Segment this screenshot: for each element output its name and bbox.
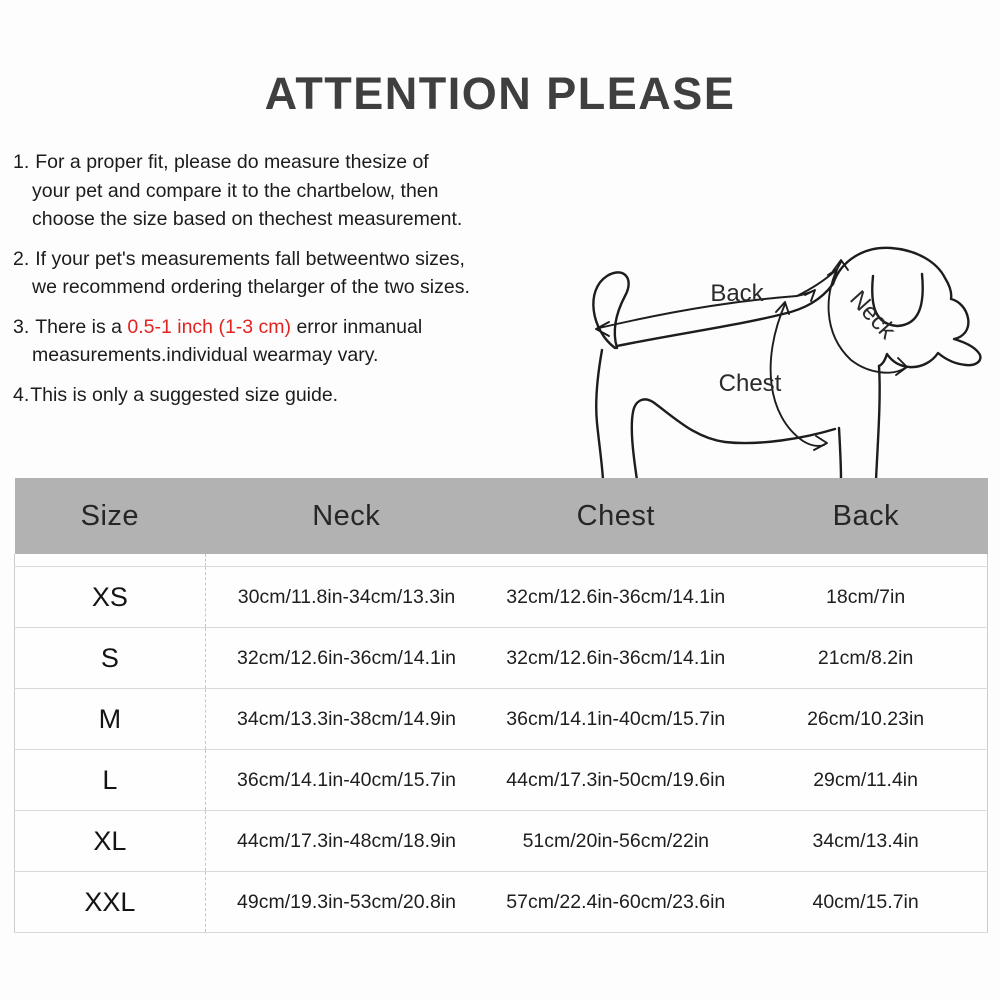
note-number: 2. [13,247,30,270]
cell-chest: 57cm/22.4in-60cm/23.6in [487,872,744,933]
cell-neck: 49cm/19.3in-53cm/20.8in [205,872,487,933]
cell-back: 34cm/13.4in [744,811,987,872]
spacer-cell [744,554,987,567]
spacer-cell [205,554,487,567]
dog-rear-leg-line [596,350,603,480]
spacer-cell [487,554,744,567]
note-text: This is only a suggested size guide. [30,383,339,406]
note-number: 3. [13,315,30,338]
table-row-m [15,689,988,750]
cell-size: XL [15,811,206,872]
note-line: choose the size based on thechest measurement. [32,208,463,230]
cell-size: L [15,750,206,811]
dog-belly-line [632,399,835,480]
neck-label: Neck [844,285,901,345]
note-line [13,313,503,342]
chest-label: Chest [718,370,782,397]
cell-size: M [15,689,206,750]
table-row-xl [15,811,988,872]
note-line [13,245,503,274]
note-text: If your pet's measurements fall betweentwo sizes, [35,247,465,270]
note-text: error inmanual [291,315,423,338]
back-label: Back [710,280,764,307]
notes-list [13,148,503,420]
cell-back: 40cm/15.7in [744,872,987,933]
note-line: measurements.individual wearmay vary. [32,344,379,366]
note-item-3 [13,313,503,370]
cell-chest: 32cm/12.6in-36cm/14.1in [487,567,744,628]
arrowhead-icon [814,436,827,450]
table-header-row [15,478,988,554]
error-range-highlight: 0.5-1 inch (1-3 cm) [127,315,292,338]
note-line [13,381,503,410]
cell-size: XS [15,567,206,628]
header-cell-back: Back [744,478,987,554]
cell-neck: 34cm/13.3in-38cm/14.9in [205,689,487,750]
cell-back: 21cm/8.2in [744,628,987,689]
note-item-4 [13,381,503,410]
dog-measurement-diagram [545,238,1000,480]
table-row-l [15,750,988,811]
page-title: ATTENTION PLEASE [264,68,736,119]
spacer-row [15,554,988,567]
note-item-2 [13,245,503,302]
cell-chest: 36cm/14.1in-40cm/15.7in [487,689,744,750]
cell-neck: 36cm/14.1in-40cm/15.7in [205,750,487,811]
cell-neck: 32cm/12.6in-36cm/14.1in [205,628,487,689]
cell-chest: 44cm/17.3in-50cm/19.6in [487,750,744,811]
table-row-xxl [15,872,988,933]
note-line: your pet and compare it to the chartbelow, then [32,179,439,202]
header-cell-chest: Chest [487,478,744,554]
cell-size: S [15,628,206,689]
header-cell-neck: Neck [205,478,487,554]
size-chart-table [14,478,988,933]
cell-back: 26cm/10.23in [744,689,987,750]
spacer-cell [15,554,206,567]
note-number: 1. [13,151,30,173]
cell-chest: 51cm/20in-56cm/22in [487,811,744,872]
cell-neck: 44cm/17.3in-48cm/18.9in [205,811,487,872]
cell-neck: 30cm/11.8in-34cm/13.3in [205,567,487,628]
dog-front-leg-line [876,366,880,480]
cell-chest: 32cm/12.6in-36cm/14.1in [487,628,744,689]
table-row-s [15,628,988,689]
note-line [13,148,503,177]
dog-tail-line [593,272,628,348]
table-row-xs [15,567,988,628]
note-line: we recommend ordering thelarger of the two sizes. [32,276,470,298]
note-text: There is a [35,315,128,338]
cell-size: XXL [15,872,206,933]
note-text: For a proper fit, please do measure thesize of [35,151,429,173]
header-cell-size: Size [15,478,206,554]
note-item-1 [13,148,503,234]
cell-back: 18cm/7in [744,567,987,628]
cell-back: 29cm/11.4in [744,750,987,811]
note-number: 4. [13,383,30,406]
back-measure-arrow [599,291,813,328]
dog-front-leg-line [839,428,841,480]
